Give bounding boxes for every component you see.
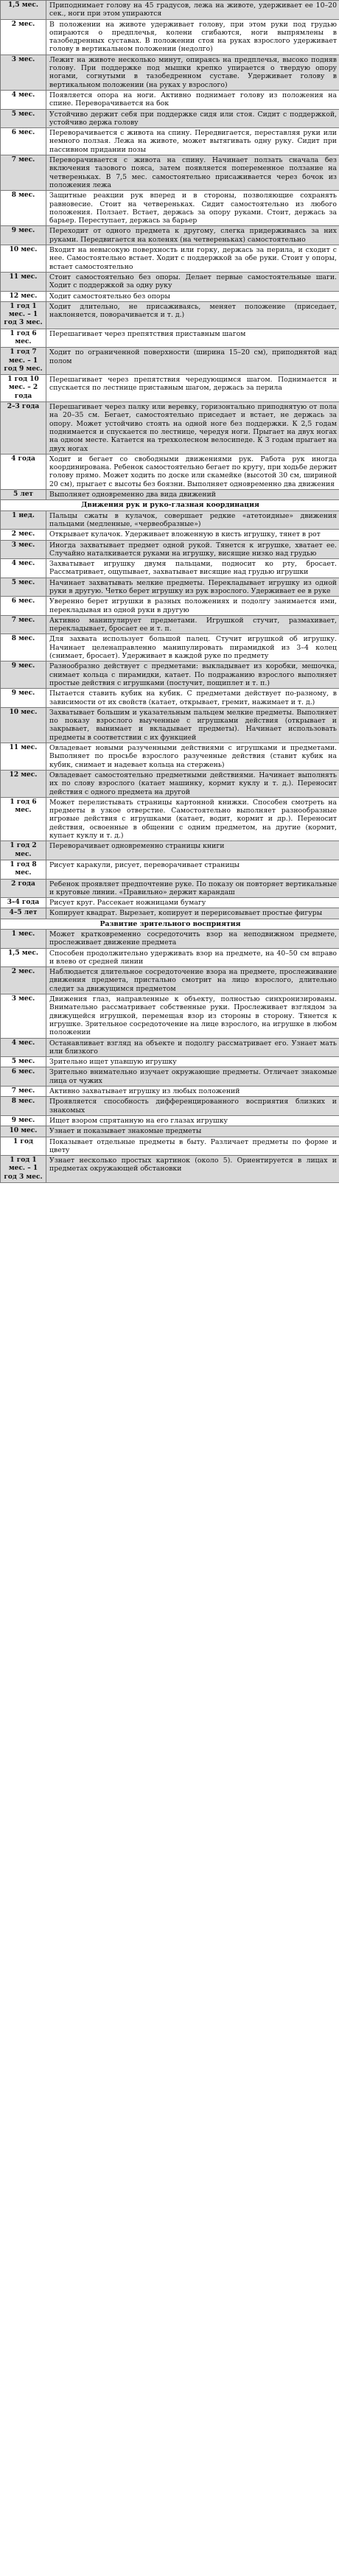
age-cell: 1 нед. bbox=[1, 510, 46, 530]
milestone-description: Входит на невысокую поверхность или горку, держась за перила, и сходит с нее. Самостоятельно встает. Ходит с поддержкой за обе руки. Стоит у опоры, встает самостоятельно bbox=[46, 245, 339, 273]
table-row bbox=[1, 1038, 339, 1057]
milestone-description: Овладевает новыми разученными действиями с игрушками и предметами. Выполняет по просьбе взрослого разученные действия (ставит кубик на кубик, снимает и надевает кольца на стержень) bbox=[46, 743, 339, 771]
table-row bbox=[1, 597, 339, 616]
milestone-description: Ребенок проявляет предпочтение руке. По показу он повторяет вертикальные и круговые линии. «Правильно» держит карандаш bbox=[46, 879, 339, 898]
age-cell: 7 мес. bbox=[1, 1087, 46, 1097]
milestone-description: Начинает захватывать мелкие предметы. Перекладывает игрушку из одной руки в другую. Четко берет игрушку из рук взрослого. Удерживает ее в руке bbox=[46, 578, 339, 597]
table-row bbox=[1, 90, 339, 109]
milestone-description: Открывает кулачок. Удерживает вложенную в кисть игрушку, тянет в рот bbox=[46, 530, 339, 540]
milestones-table-body bbox=[1, 1, 339, 1183]
table-row bbox=[1, 155, 339, 191]
milestone-description: Может перелистывать страницы картонной книжки. Способен смотреть на предметы в узкое отверстие. Самостоятельно выполняет разнообразные игровые действия с игрушками (катает, водит, кормит и др.). Переносит действия, освоенные в общении с одним предметом, на другие (кормит, купает куклу и т. д.) bbox=[46, 797, 339, 840]
milestone-description: Разнообразно действует с предметами: выкладывает из коробки, мешочка, снимает кольца с пирамидки, катает. По подражанию взрослого выполняет простые действия с игрушками (постучит, пощиплет и т. п.) bbox=[46, 661, 339, 689]
age-cell: 6 мес. bbox=[1, 1067, 46, 1087]
table-row bbox=[1, 578, 339, 597]
table-row bbox=[1, 329, 339, 348]
milestone-description: Переворачивается с живота на спину. Начинает ползать сначала без включения тазового пояса, затем появляется попеременное ползание на четвереньках. В 7,5 мес. самостоятельно присаживается через бочок из положения лежа bbox=[46, 155, 339, 191]
milestone-description: Рисует каракули, рисует, переворачивает страницы bbox=[46, 860, 339, 879]
age-cell: 12 мес. bbox=[1, 770, 46, 797]
age-cell: 7 мес. bbox=[1, 615, 46, 634]
table-row bbox=[1, 1, 339, 20]
milestone-description: Узнает и показывает знакомые предметы bbox=[46, 1126, 339, 1137]
table-row bbox=[1, 879, 339, 898]
table-row bbox=[1, 540, 339, 559]
milestone-description: Выполняет одновременно два вида движений bbox=[46, 490, 339, 500]
milestone-description: Иногда захватывает предмет одной рукой. Тянется к игрушке, хватает ее. Случайно наталкивается руками на игрушку, висящие низко над грудью bbox=[46, 540, 339, 559]
milestone-description: Зрительно ищет упавшую игрушку bbox=[46, 1057, 339, 1067]
table-row bbox=[1, 1137, 339, 1156]
milestone-description: Приподнимает голову на 45 градусов, лежа на животе, удерживает ее 10–20 сек., ноги при этом упираются bbox=[46, 1, 339, 20]
milestone-description: Устойчиво держит себя при поддержке сидя или стоя. Сидит с поддержкой, устойчиво держа голову bbox=[46, 109, 339, 128]
age-cell: 4 мес. bbox=[1, 90, 46, 109]
milestone-description: Узнает несколько простых картинок (около 5). Ориентируется в лицах и предметах окружающей обстановки bbox=[46, 1156, 339, 1183]
table-row bbox=[1, 109, 339, 128]
milestone-description: В положении на животе удерживает голову, при этом руки под грудью опираются о предплечья, колени сгибаются, ноги выпрямлены в тазобедренных суставах. В положении стоя на руках взрослого удерживает голову в вертикальном положении (недолго) bbox=[46, 19, 339, 55]
age-cell: 10 мес. bbox=[1, 245, 46, 273]
table-row bbox=[1, 226, 339, 245]
table-row bbox=[1, 1097, 339, 1116]
milestone-description: Овладевает самостоятельно предметными действиями. Начинает выполнять их по слову взрослого (катает машинку, кормит куклу и т. д.). Переносит действия с одного предмета на другой bbox=[46, 770, 339, 797]
milestone-description: Может кратковременно сосредоточить взор на неподвижном предмете, прослеживает движение предмета bbox=[46, 929, 339, 948]
milestone-description: Уверенно берет игрушки в разных положениях и подолгу занимается ими, перекладывая из одной руки в другую bbox=[46, 597, 339, 616]
age-cell: 1 год 10 мес. – 2 года bbox=[1, 375, 46, 402]
age-cell: 5 лет bbox=[1, 490, 46, 500]
table-row bbox=[1, 1126, 339, 1137]
table-row bbox=[1, 1115, 339, 1126]
milestone-description: Появляется опора на ноги. Активно поднимает голову из положения на спине. Переворачивается на бок bbox=[46, 90, 339, 109]
table-row bbox=[1, 770, 339, 797]
milestone-description: Движения глаз, направленные к объекту, полностью синхронизированы. Внимательно рассматривает собственные руки. Прослеживает взглядом за движущейся игрушкой, перемещая взор из стороны в сторону. Тянется к игрушке. Зрительное сосредоточение на лице взрослого, на игрушке в любом положении bbox=[46, 994, 339, 1038]
age-cell: 2 мес. bbox=[1, 967, 46, 994]
table-row bbox=[1, 291, 339, 301]
age-cell: 1,5 мес. bbox=[1, 948, 46, 967]
age-cell: 11 мес. bbox=[1, 272, 46, 291]
age-cell: 2 мес. bbox=[1, 19, 46, 55]
milestone-description: Показывает отдельные предметы в быту. Различает предметы по форме и цвету bbox=[46, 1137, 339, 1156]
milestone-description: Ищет взором спрятанную на его глазах игрушку bbox=[46, 1115, 339, 1126]
milestones-document bbox=[0, 0, 339, 1183]
age-cell: 7 мес. bbox=[1, 155, 46, 191]
age-cell: 12 мес. bbox=[1, 291, 46, 301]
age-cell: 5 мес. bbox=[1, 1057, 46, 1067]
age-cell: 2 года bbox=[1, 879, 46, 898]
table-row bbox=[1, 615, 339, 634]
table-row bbox=[1, 272, 339, 291]
age-cell: 8 мес. bbox=[1, 634, 46, 661]
table-row bbox=[1, 19, 339, 55]
milestone-description: Переходит от одного предмета к другому, слегка придерживаясь за них руками. Передвигается на коленях (на четвереньках) самостоятельно bbox=[46, 226, 339, 245]
age-cell: 8 мес. bbox=[1, 191, 46, 226]
section-header-row bbox=[1, 919, 339, 929]
table-row bbox=[1, 530, 339, 540]
table-row bbox=[1, 128, 339, 155]
age-cell: 5 мес. bbox=[1, 109, 46, 128]
age-cell: 5 мес. bbox=[1, 578, 46, 597]
table-row bbox=[1, 375, 339, 402]
age-cell: 1 год 1 мес. – 1 год 3 мес. bbox=[1, 1156, 46, 1183]
table-row bbox=[1, 707, 339, 743]
age-cell: 1 год 8 мес. bbox=[1, 860, 46, 879]
milestone-description: Ходит по ограниченной поверхности (ширина 15–20 см), приподнятой над полом bbox=[46, 348, 339, 375]
section-title: Развитие зрительного восприятия bbox=[1, 919, 339, 929]
age-cell: 2–3 года bbox=[1, 402, 46, 455]
milestone-description: Стоит самостоятельно без опоры. Делает первые самостоятельные шаги. Ходит с поддержкой за одну руку bbox=[46, 272, 339, 291]
age-cell: 9 мес. bbox=[1, 226, 46, 245]
age-cell: 6 мес. bbox=[1, 597, 46, 616]
age-cell: 4 мес. bbox=[1, 1038, 46, 1057]
table-row bbox=[1, 559, 339, 578]
table-row bbox=[1, 348, 339, 375]
milestone-description: Наблюдается длительное сосредоточение взора на предмете, прослеживание движения предмета, пристально смотрит на лицо взрослого, длительно следит за движущимся предметом bbox=[46, 967, 339, 994]
table-row bbox=[1, 908, 339, 919]
age-cell: 6 мес. bbox=[1, 128, 46, 155]
table-row bbox=[1, 841, 339, 860]
milestone-description: Пытается ставить кубик на кубик. С предметами действует по-разному, в зависимости от их свойств (катает, открывает, гремит, нажимает и т. д.) bbox=[46, 689, 339, 708]
table-row bbox=[1, 301, 339, 329]
age-cell: 9 мес. bbox=[1, 1115, 46, 1126]
age-cell: 3 мес. bbox=[1, 540, 46, 559]
milestone-description: Ходит и бегает со свободными движениями рук. Работа рук иногда координирована. Ребенок самостоятельно бегает по кругу, при ходьбе держит голову прямо. Может ходить по доске или скамейке (высотой 30 см, шириной 20 см), прыгает с высоты без боязни. Выполняет одновременно два движения bbox=[46, 454, 339, 489]
age-cell: 9 мес. bbox=[1, 689, 46, 708]
table-row bbox=[1, 1057, 339, 1067]
table-row bbox=[1, 860, 339, 879]
age-cell: 1 мес. bbox=[1, 929, 46, 948]
age-cell: 4 мес. bbox=[1, 559, 46, 578]
table-row bbox=[1, 689, 339, 708]
table-row bbox=[1, 797, 339, 840]
milestone-description: Перешагивает через препятствия чередующимся шагом. Поднимается и спускается по лестнице приставным шагом, держась за перила bbox=[46, 375, 339, 402]
table-row bbox=[1, 929, 339, 948]
age-cell: 3 мес. bbox=[1, 55, 46, 90]
age-cell: 1 год 2 мес. bbox=[1, 841, 46, 860]
table-row bbox=[1, 1067, 339, 1087]
table-row bbox=[1, 191, 339, 226]
table-row bbox=[1, 402, 339, 455]
table-row bbox=[1, 743, 339, 771]
milestone-description: Останавливает взгляд на объекте и подолгу рассматривает его. Узнает мать или близкого bbox=[46, 1038, 339, 1057]
table-row bbox=[1, 898, 339, 908]
milestone-description: Ходит длительно, не присаживаясь, меняет положение (приседает, наклоняется, поворачивается и т. д.) bbox=[46, 301, 339, 329]
section-header-row bbox=[1, 500, 339, 510]
table-row bbox=[1, 490, 339, 500]
milestone-description: Захватывает игрушку двумя пальцами, подносит ко рту, бросает. Рассматривает, ощупывает, захватывает висящие над грудью игрушки bbox=[46, 559, 339, 578]
age-cell: 3–4 года bbox=[1, 898, 46, 908]
table-row bbox=[1, 634, 339, 661]
milestone-description: Способен продолжительно удерживать взор на предмете, на 40–50 см вправо и влево от средней линии bbox=[46, 948, 339, 967]
milestone-description: Ходит самостоятельно без опоры bbox=[46, 291, 339, 301]
milestone-description: Переворачивается с живота на спину. Передвигается, переставляя руки или немного ползая. Лежа на животе, может вытягивать одну руку. Сидит при пассивном придании позы bbox=[46, 128, 339, 155]
milestone-description: Рисует круг. Рассекает ножницами бумагу bbox=[46, 898, 339, 908]
table-row bbox=[1, 1156, 339, 1183]
table-row bbox=[1, 454, 339, 489]
table-row bbox=[1, 245, 339, 273]
milestone-description: Копирует квадрат. Вырезает, копирует и перерисовывает простые фигуры bbox=[46, 908, 339, 919]
milestone-description: Перешагивает через препятствия приставным шагом bbox=[46, 329, 339, 348]
milestone-description: Защитные реакции рук вперед и в стороны, позволяющие сохранять равновесие. Стоит на четвереньках. Сидит самостоятельно из любого положения. Ползает. Встает, держась за опору руками. Стоит, держась за барьер. Переступает, держась за барьер bbox=[46, 191, 339, 226]
age-cell: 10 мес. bbox=[1, 707, 46, 743]
age-cell: 1,5 мес. bbox=[1, 1, 46, 20]
age-cell: 8 мес. bbox=[1, 1097, 46, 1116]
age-cell: 10 мес. bbox=[1, 1126, 46, 1137]
milestones-table bbox=[0, 0, 339, 1183]
milestone-description: Для захвата использует большой палец. Стучит игрушкой об игрушку. Начинает целенаправленно манипулировать пирамидкой из 3–4 колец (снимает, бросает). Удерживает в каждой руке по предмету bbox=[46, 634, 339, 661]
table-row bbox=[1, 967, 339, 994]
age-cell: 1 год bbox=[1, 1137, 46, 1156]
age-cell: 3 мес. bbox=[1, 994, 46, 1038]
milestone-description: Проявляется способность дифференцированного восприятия близких и знакомых bbox=[46, 1097, 339, 1116]
milestone-description: Пальцы сжаты в кулачок, совершает редкие «атетоидные» движения пальцами (медленные, «червеобразные») bbox=[46, 510, 339, 530]
table-row bbox=[1, 55, 339, 90]
table-row bbox=[1, 994, 339, 1038]
age-cell: 4 года bbox=[1, 454, 46, 489]
age-cell: 1 год 6 мес. bbox=[1, 329, 46, 348]
table-row bbox=[1, 948, 339, 967]
age-cell: 1 год 6 мес. bbox=[1, 797, 46, 840]
table-row bbox=[1, 661, 339, 689]
milestone-description: Активно манипулирует предметами. Игрушкой стучит, размахивает, перекладывает, бросает ее и т. п. bbox=[46, 615, 339, 634]
milestone-description: Перешагивает через палку или веревку, горизонтально приподнятую от пола на 20–35 см. Бегает, самостоятельно приседает и встает, не держась за опору. Может устойчиво стоять на одной ноге без поддержки. К 2,5 годам поднимается и спускается по лестнице, чередуя ноги. Прыгает на двух ногах на одном месте. Катается на трехколесном велосипеде. К 3 годам прыгает на двух ногах bbox=[46, 402, 339, 455]
section-title: Движения рук и руко-глазная координация bbox=[1, 500, 339, 510]
milestone-description: Переворачивает одновременно страницы книги bbox=[46, 841, 339, 860]
milestone-description: Захватывает большим и указательным пальцем мелкие предметы. Выполняет по показу взрослого выученные с игрушками действия (открывает и закрывает, вынимает и вкладывает предметы). Начинает использовать предметы в соответствии с их функцией bbox=[46, 707, 339, 743]
age-cell: 4–5 лет bbox=[1, 908, 46, 919]
milestone-description: Лежит на животе несколько минут, опираясь на предплечья, высоко подняв голову. При поддержке под мышки крепко упирается о твердую опору ногами, согнутыми в тазобедренном суставе. Удерживает голову в вертикальном положении (на руках у взрослого) bbox=[46, 55, 339, 90]
age-cell: 11 мес. bbox=[1, 743, 46, 771]
table-row bbox=[1, 510, 339, 530]
table-row bbox=[1, 1087, 339, 1097]
age-cell: 9 мес. bbox=[1, 661, 46, 689]
age-cell: 1 год 7 мес. – 1 год 9 мес. bbox=[1, 348, 46, 375]
milestone-description: Активно захватывает игрушку из любых положений bbox=[46, 1087, 339, 1097]
age-cell: 1 год 1 мес. – 1 год 3 мес. bbox=[1, 301, 46, 329]
age-cell: 2 мес. bbox=[1, 530, 46, 540]
milestone-description: Зрительно внимательно изучает окружающие предметы. Отличает знакомые лица от чужих bbox=[46, 1067, 339, 1087]
